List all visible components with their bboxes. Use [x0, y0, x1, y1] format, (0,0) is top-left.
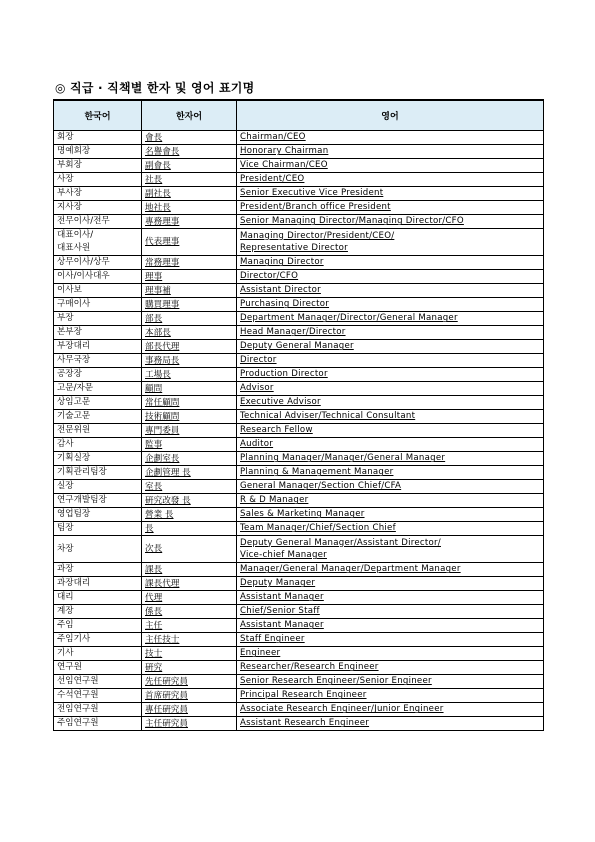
cell-korean — [54, 577, 142, 591]
english-title-text: Representative Director — [240, 243, 348, 253]
cell-korean — [54, 591, 142, 605]
table-row — [54, 215, 544, 229]
cell-hanja — [142, 270, 237, 284]
english-title-text: Executive Advisor — [240, 397, 321, 408]
hanja-title-text: 主任技士 — [145, 634, 180, 645]
hanja-title-text: 部長代理 — [145, 341, 180, 352]
table-row — [54, 703, 544, 717]
table-row — [54, 577, 544, 591]
cell-hanja — [142, 661, 237, 675]
cell-hanja — [142, 312, 237, 326]
hanja-title-text: 室長 — [145, 481, 163, 492]
english-title-text: Honorary Chairman — [240, 146, 329, 157]
english-title-text: Director/CFO — [240, 271, 299, 282]
cell-english — [237, 466, 544, 480]
cell-english — [237, 563, 544, 577]
table-row — [54, 452, 544, 466]
english-title-text: Planning & Management Manager — [240, 467, 394, 478]
cell-english — [237, 187, 544, 201]
hanja-title-text: 常任顧問 — [145, 397, 180, 408]
cell-korean — [54, 633, 142, 647]
english-title-text: Chief/Senior Staff — [240, 606, 320, 617]
table-row — [54, 368, 544, 382]
cell-hanja — [142, 298, 237, 312]
table-row — [54, 201, 544, 215]
cell-english — [237, 536, 544, 563]
korean-title-text: 수석연구원 — [57, 690, 99, 700]
korean-title-text: 대표사원 — [57, 243, 91, 253]
cell-english — [237, 145, 544, 159]
cell-korean — [54, 326, 142, 340]
table-header-row — [54, 100, 544, 131]
cell-hanja — [142, 410, 237, 424]
cell-korean — [54, 675, 142, 689]
hanja-title-text: 技術顧問 — [145, 411, 180, 422]
hanja-title-text: 代表理事 — [145, 237, 180, 247]
hanja-title-text: 次長 — [145, 544, 163, 554]
english-title-text: Sales & Marketing Manager — [240, 509, 365, 520]
cell-hanja — [142, 703, 237, 717]
english-title-text: Managing Director/President/CEO/ — [240, 230, 395, 241]
cell-english — [237, 410, 544, 424]
cell-english — [237, 354, 544, 368]
table-row — [54, 689, 544, 703]
table-row — [54, 187, 544, 201]
english-title-text: President/Branch office President — [240, 202, 391, 213]
cell-korean — [54, 145, 142, 159]
table-row — [54, 647, 544, 661]
english-title-text: Department Manager/Director/General Manager — [240, 313, 458, 324]
korean-title-text: 실장 — [57, 481, 74, 491]
english-title-text: Planning Manager/Manager/General Manager — [240, 453, 446, 464]
title-translation-table — [53, 99, 544, 731]
cell-korean — [54, 480, 142, 494]
cell-korean — [54, 298, 142, 312]
cell-hanja — [142, 354, 237, 368]
cell-english — [237, 368, 544, 382]
english-title-text: Assistant Manager — [240, 592, 324, 603]
cell-english — [237, 647, 544, 661]
cell-hanja — [142, 452, 237, 466]
hanja-title-text: 專務理事 — [145, 216, 180, 227]
cell-hanja — [142, 131, 237, 145]
cell-english — [237, 173, 544, 187]
korean-title-text: 전문위원 — [57, 425, 91, 435]
korean-title-text: 사장 — [57, 174, 74, 184]
cell-hanja — [142, 326, 237, 340]
hanja-title-text: 係長 — [145, 606, 163, 617]
korean-title-text: 명예회장 — [57, 146, 91, 156]
english-title-text: Researcher/Research Engineer — [240, 662, 379, 673]
cell-english — [237, 396, 544, 410]
cell-english — [237, 284, 544, 298]
english-title-text: Engineer — [240, 648, 281, 659]
table-row — [54, 536, 544, 563]
cell-korean — [54, 173, 142, 187]
english-title-text: Senior Managing Director/Managing Director/CFO — [240, 216, 464, 227]
korean-title-text: 부회장 — [57, 160, 82, 170]
hanja-title-text: 社長 — [145, 174, 163, 185]
cell-korean — [54, 717, 142, 731]
cell-english — [237, 326, 544, 340]
hanja-title-text: 企劃室長 — [145, 453, 180, 464]
cell-hanja — [142, 508, 237, 522]
hanja-title-text: 課長代理 — [145, 578, 180, 589]
cell-english — [237, 703, 544, 717]
korean-title-text: 대리 — [57, 592, 74, 602]
table-row — [54, 619, 544, 633]
table-row — [54, 382, 544, 396]
cell-korean — [54, 354, 142, 368]
hanja-title-text: 代理 — [145, 592, 163, 603]
cell-english — [237, 159, 544, 173]
korean-title-text: 이사보 — [57, 285, 82, 295]
hanja-title-text: 事務局長 — [145, 355, 180, 366]
cell-korean — [54, 201, 142, 215]
cell-english — [237, 508, 544, 522]
korean-title-text: 부장 — [57, 313, 74, 323]
header-english: 영어 — [237, 100, 544, 131]
english-title-text: Staff Engineer — [240, 634, 305, 645]
cell-english — [237, 215, 544, 229]
cell-english — [237, 131, 544, 145]
table-row — [54, 424, 544, 438]
cell-korean — [54, 229, 142, 256]
table-row — [54, 466, 544, 480]
korean-title-text: 주임기사 — [57, 634, 91, 644]
cell-english — [237, 633, 544, 647]
korean-title-text: 주임연구원 — [57, 718, 99, 728]
table-row — [54, 284, 544, 298]
table-row — [54, 159, 544, 173]
cell-korean — [54, 689, 142, 703]
english-title-text: Advisor — [240, 383, 274, 394]
cell-hanja — [142, 689, 237, 703]
english-title-text: Assistant Manager — [240, 620, 324, 631]
cell-hanja — [142, 536, 237, 563]
cell-korean — [54, 159, 142, 173]
korean-title-text: 본부장 — [57, 327, 82, 337]
cell-english — [237, 424, 544, 438]
table-row — [54, 480, 544, 494]
cell-korean — [54, 131, 142, 145]
cell-hanja — [142, 494, 237, 508]
table-row — [54, 633, 544, 647]
hanja-title-text: 首席硏究員 — [145, 690, 188, 701]
cell-hanja — [142, 591, 237, 605]
korean-title-text: 기사 — [57, 648, 74, 658]
english-title-text: Principal Research Engineer — [240, 690, 367, 701]
cell-hanja — [142, 201, 237, 215]
korean-title-text: 차장 — [57, 543, 74, 554]
cell-hanja — [142, 145, 237, 159]
cell-hanja — [142, 187, 237, 201]
table-row — [54, 270, 544, 284]
hanja-title-text: 顧問 — [145, 383, 163, 394]
cell-korean — [54, 605, 142, 619]
korean-title-text: 부장대리 — [57, 341, 91, 351]
header-korean: 한국어 — [54, 100, 142, 131]
cell-english — [237, 340, 544, 354]
english-title-text: Vice-chief Manager — [240, 550, 327, 560]
hanja-title-text: 地社長 — [145, 202, 171, 213]
cell-korean — [54, 215, 142, 229]
cell-english — [237, 675, 544, 689]
korean-title-text: 회장 — [57, 132, 74, 142]
hanja-title-text: 硏究改發 長 — [145, 495, 191, 506]
cell-hanja — [142, 633, 237, 647]
english-title-text: Managing Director — [240, 257, 324, 268]
english-title-text: Assistant Research Engineer — [240, 718, 370, 729]
cell-english — [237, 480, 544, 494]
table-row — [54, 522, 544, 536]
cell-hanja — [142, 577, 237, 591]
table-row — [54, 340, 544, 354]
cell-korean — [54, 256, 142, 270]
table-row — [54, 326, 544, 340]
hanja-title-text: 副會長 — [145, 160, 171, 171]
cell-hanja — [142, 619, 237, 633]
hanja-title-text: 工場長 — [145, 369, 171, 380]
cell-korean — [54, 647, 142, 661]
hanja-title-text: 企劃管理 長 — [145, 467, 191, 478]
cell-korean — [54, 410, 142, 424]
english-title-text: Director — [240, 355, 277, 366]
korean-title-text: 상무이사/상무 — [57, 257, 110, 267]
table-row — [54, 410, 544, 424]
cell-english — [237, 256, 544, 270]
cell-korean — [54, 382, 142, 396]
cell-korean — [54, 508, 142, 522]
cell-korean — [54, 396, 142, 410]
english-title-text: Deputy General Manager — [240, 341, 354, 352]
hanja-title-text: 主任 — [145, 620, 163, 631]
english-title-text: President/CEO — [240, 174, 305, 185]
cell-english — [237, 382, 544, 396]
cell-hanja — [142, 647, 237, 661]
cell-hanja — [142, 284, 237, 298]
cell-english — [237, 229, 544, 256]
korean-title-text: 대표이사/ — [57, 230, 94, 240]
english-title-text: R & D Manager — [240, 495, 309, 506]
cell-hanja — [142, 675, 237, 689]
hanja-title-text: 專任硏究員 — [145, 704, 188, 715]
table-row — [54, 717, 544, 731]
cell-hanja — [142, 717, 237, 731]
cell-english — [237, 689, 544, 703]
korean-title-text: 이사/이사대우 — [57, 271, 110, 281]
cell-english — [237, 270, 544, 284]
cell-korean — [54, 563, 142, 577]
cell-korean — [54, 703, 142, 717]
korean-title-text: 기술고문 — [57, 411, 91, 421]
cell-english — [237, 717, 544, 731]
korean-title-text: 연구원 — [57, 662, 82, 672]
cell-korean — [54, 368, 142, 382]
cell-hanja — [142, 563, 237, 577]
korean-title-text: 과장대리 — [57, 578, 91, 588]
cell-english — [237, 605, 544, 619]
hanja-title-text: 先任硏究員 — [145, 676, 188, 687]
korean-title-text: 영업팀장 — [57, 509, 91, 519]
table-row — [54, 131, 544, 145]
cell-hanja — [142, 229, 237, 256]
hanja-title-text: 主任硏究員 — [145, 718, 188, 729]
korean-title-text: 고문/자문 — [57, 383, 94, 393]
hanja-title-text: 課長 — [145, 564, 163, 575]
english-title-text: Technical Adviser/Technical Consultant — [240, 411, 416, 422]
table-row — [54, 661, 544, 675]
cell-english — [237, 494, 544, 508]
english-title-text: Production Director — [240, 369, 328, 380]
korean-title-text: 팀장 — [57, 523, 74, 533]
korean-title-text: 구매이사 — [57, 299, 91, 309]
hanja-title-text: 副社長 — [145, 188, 171, 199]
table-row — [54, 605, 544, 619]
cell-korean — [54, 438, 142, 452]
cell-korean — [54, 312, 142, 326]
cell-korean — [54, 270, 142, 284]
cell-english — [237, 438, 544, 452]
table-row — [54, 229, 544, 256]
hanja-title-text: 硏究 — [145, 662, 163, 673]
korean-title-text: 연구개발팀장 — [57, 495, 107, 505]
korean-title-text: 부사장 — [57, 188, 82, 198]
english-title-text: Vice Chairman/CEO — [240, 160, 328, 171]
korean-title-text: 전임연구원 — [57, 704, 99, 714]
header-hanja: 한자어 — [142, 100, 237, 131]
cell-hanja — [142, 256, 237, 270]
hanja-title-text: 監事 — [145, 439, 163, 450]
cell-korean — [54, 340, 142, 354]
table-row — [54, 563, 544, 577]
hanja-title-text: 理事補 — [145, 285, 171, 296]
korean-title-text: 주임 — [57, 620, 74, 630]
english-title-text: Assistant Director — [240, 285, 321, 296]
table-row — [54, 312, 544, 326]
cell-english — [237, 577, 544, 591]
cell-hanja — [142, 215, 237, 229]
hanja-title-text: 專門委員 — [145, 425, 180, 436]
cell-korean — [54, 536, 142, 563]
table-row — [54, 438, 544, 452]
english-title-text: Auditor — [240, 439, 274, 450]
table-row — [54, 494, 544, 508]
korean-title-text: 전무이사/전무 — [57, 216, 110, 226]
cell-hanja — [142, 480, 237, 494]
english-title-text: Team Manager/Chief/Section Chief — [240, 523, 396, 534]
hanja-title-text: 部長 — [145, 313, 163, 324]
table-row — [54, 354, 544, 368]
hanja-title-text: 名譽會長 — [145, 146, 180, 157]
korean-title-text: 계장 — [57, 606, 74, 616]
cell-hanja — [142, 368, 237, 382]
cell-korean — [54, 424, 142, 438]
hanja-title-text: 長 — [145, 523, 154, 534]
korean-title-text: 감사 — [57, 439, 74, 449]
cell-english — [237, 661, 544, 675]
korean-title-text: 상임고문 — [57, 397, 91, 407]
cell-korean — [54, 284, 142, 298]
cell-english — [237, 452, 544, 466]
english-title-text: Deputy General Manager/Assistant Director/ — [240, 537, 441, 548]
table-row — [54, 256, 544, 270]
table-row — [54, 396, 544, 410]
english-title-text: Senior Research Engineer/Senior Engineer — [240, 676, 432, 687]
english-title-text: Chairman/CEO — [240, 132, 306, 143]
table-row — [54, 145, 544, 159]
cell-hanja — [142, 173, 237, 187]
hanja-title-text: 會長 — [145, 132, 163, 143]
english-title-text: Head Manager/Director — [240, 327, 346, 338]
hanja-title-text: 常務理事 — [145, 257, 180, 268]
table-row — [54, 591, 544, 605]
cell-hanja — [142, 340, 237, 354]
cell-hanja — [142, 605, 237, 619]
cell-korean — [54, 522, 142, 536]
table-row — [54, 508, 544, 522]
korean-title-text: 과장 — [57, 564, 74, 574]
cell-korean — [54, 619, 142, 633]
english-title-text: Senior Executive Vice President — [240, 188, 384, 199]
korean-title-text: 선임연구원 — [57, 676, 99, 686]
english-title-text: General Manager/Section Chief/CFA — [240, 481, 402, 492]
cell-hanja — [142, 382, 237, 396]
cell-korean — [54, 494, 142, 508]
english-title-text: Deputy Manager — [240, 578, 316, 589]
cell-english — [237, 312, 544, 326]
cell-korean — [54, 187, 142, 201]
table-row — [54, 675, 544, 689]
cell-hanja — [142, 522, 237, 536]
english-title-text: Associate Research Engineer/Junior Engineer — [240, 704, 444, 715]
cell-hanja — [142, 396, 237, 410]
hanja-title-text: 理事 — [145, 271, 163, 282]
cell-hanja — [142, 438, 237, 452]
cell-korean — [54, 466, 142, 480]
cell-korean — [54, 452, 142, 466]
cell-korean — [54, 661, 142, 675]
hanja-title-text: 營業 長 — [145, 509, 174, 520]
hanja-title-text: 購買理事 — [145, 299, 180, 310]
cell-english — [237, 591, 544, 605]
hanja-title-text: 本部長 — [145, 327, 171, 338]
korean-title-text: 지사장 — [57, 202, 82, 212]
cell-english — [237, 298, 544, 312]
table-row — [54, 298, 544, 312]
english-title-text: Manager/General Manager/Department Manager — [240, 564, 461, 575]
english-title-text: Research Fellow — [240, 425, 313, 436]
korean-title-text: 공장장 — [57, 369, 82, 379]
korean-title-text: 기획관리팀장 — [57, 467, 107, 477]
page-title: ◎ 직급 · 직책별 한자 및 영어 표기명 — [55, 81, 255, 95]
cell-hanja — [142, 159, 237, 173]
english-title-text: Purchasing Director — [240, 299, 330, 310]
korean-title-text: 기획실장 — [57, 453, 91, 463]
cell-english — [237, 201, 544, 215]
cell-english — [237, 619, 544, 633]
table-row — [54, 173, 544, 187]
cell-english — [237, 522, 544, 536]
cell-hanja — [142, 466, 237, 480]
korean-title-text: 사무국장 — [57, 355, 91, 365]
cell-hanja — [142, 424, 237, 438]
hanja-title-text: 技士 — [145, 648, 163, 659]
